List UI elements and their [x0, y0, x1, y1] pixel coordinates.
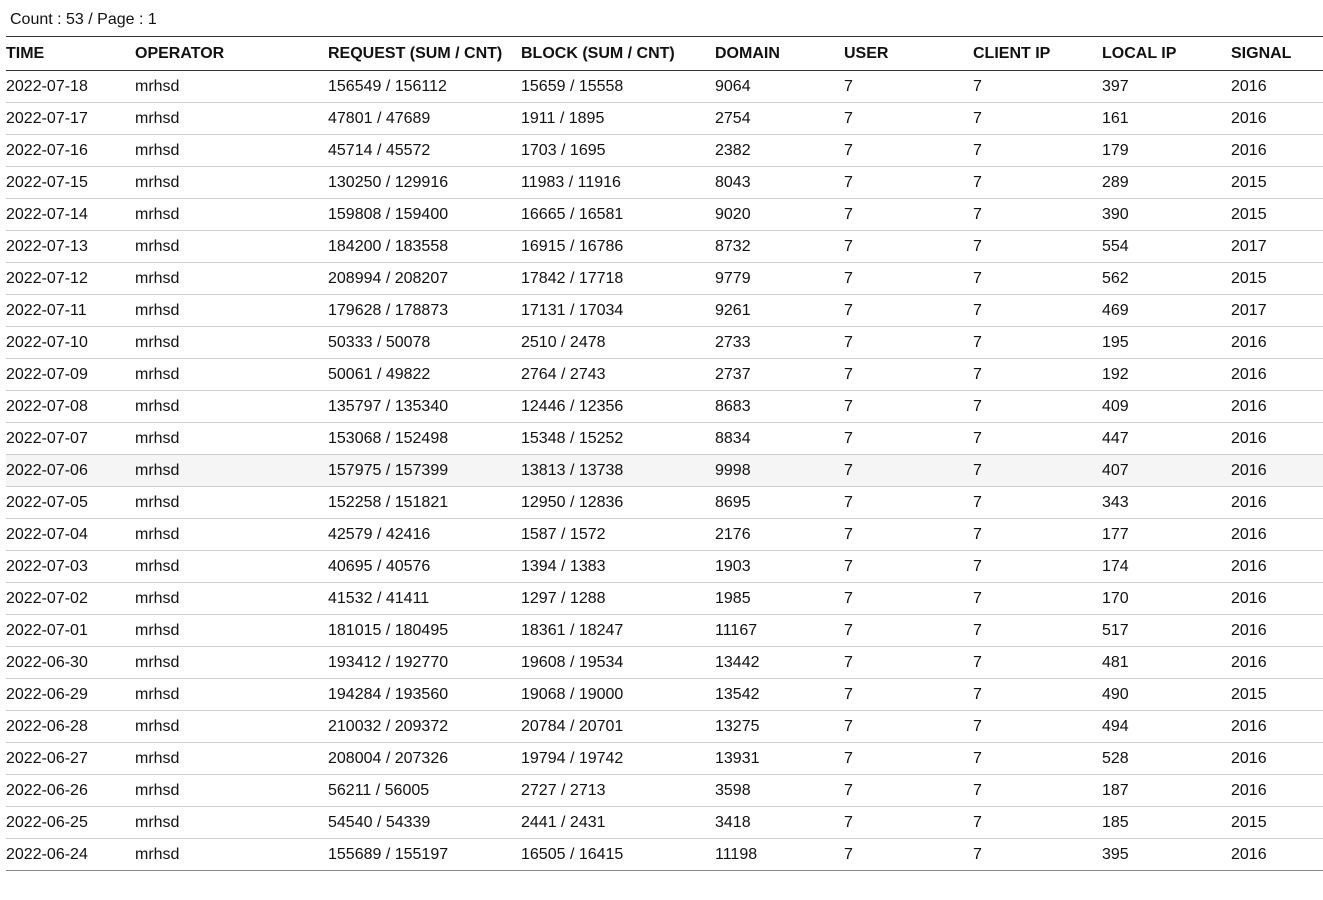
cell-time: 2022-07-04	[6, 519, 135, 551]
cell-local-ip: 161	[1102, 103, 1231, 135]
table-row[interactable]	[6, 391, 1323, 423]
cell-domain: 2176	[715, 519, 844, 551]
cell-time: 2022-06-26	[6, 775, 135, 807]
cell-operator: mrhsd	[135, 615, 328, 647]
cell-local-ip: 192	[1102, 359, 1231, 391]
cell-domain: 8043	[715, 167, 844, 199]
cell-block: 1911 / 1895	[521, 103, 715, 135]
cell-local-ip: 494	[1102, 711, 1231, 743]
cell-operator: mrhsd	[135, 263, 328, 295]
cell-request: 45714 / 45572	[328, 135, 521, 167]
cell-operator: mrhsd	[135, 583, 328, 615]
cell-user: 7	[844, 487, 973, 519]
cell-domain: 9261	[715, 295, 844, 327]
cell-request: 156549 / 156112	[328, 71, 521, 103]
cell-client-ip: 7	[973, 455, 1102, 487]
cell-request: 194284 / 193560	[328, 679, 521, 711]
cell-domain: 8834	[715, 423, 844, 455]
table-row[interactable]	[6, 231, 1323, 263]
cell-block: 18361 / 18247	[521, 615, 715, 647]
cell-domain: 1985	[715, 583, 844, 615]
cell-time: 2022-07-13	[6, 231, 135, 263]
cell-client-ip: 7	[973, 551, 1102, 583]
cell-operator: mrhsd	[135, 839, 328, 871]
table-row[interactable]	[6, 807, 1323, 839]
table-header	[6, 37, 1323, 71]
cell-local-ip: 390	[1102, 199, 1231, 231]
cell-signal: 2017	[1231, 231, 1323, 263]
cell-user: 7	[844, 295, 973, 327]
cell-operator: mrhsd	[135, 711, 328, 743]
cell-block: 16665 / 16581	[521, 199, 715, 231]
table-row[interactable]	[6, 199, 1323, 231]
table-row[interactable]	[6, 71, 1323, 103]
cell-signal: 2016	[1231, 583, 1323, 615]
cell-domain: 9779	[715, 263, 844, 295]
cell-time: 2022-06-25	[6, 807, 135, 839]
cell-request: 56211 / 56005	[328, 775, 521, 807]
cell-client-ip: 7	[973, 263, 1102, 295]
cell-block: 2510 / 2478	[521, 327, 715, 359]
cell-request: 135797 / 135340	[328, 391, 521, 423]
table-row[interactable]	[6, 327, 1323, 359]
cell-signal: 2016	[1231, 71, 1323, 103]
cell-client-ip: 7	[973, 583, 1102, 615]
cell-time: 2022-07-10	[6, 327, 135, 359]
cell-request: 157975 / 157399	[328, 455, 521, 487]
cell-time: 2022-07-05	[6, 487, 135, 519]
cell-operator: mrhsd	[135, 71, 328, 103]
column-header-block[interactable]: BLOCK (SUM / CNT)	[521, 37, 715, 71]
cell-signal: 2015	[1231, 167, 1323, 199]
cell-local-ip: 528	[1102, 743, 1231, 775]
table-row[interactable]	[6, 103, 1323, 135]
cell-user: 7	[844, 455, 973, 487]
cell-operator: mrhsd	[135, 359, 328, 391]
cell-user: 7	[844, 551, 973, 583]
cell-signal: 2016	[1231, 647, 1323, 679]
table-row[interactable]	[6, 263, 1323, 295]
cell-operator: mrhsd	[135, 679, 328, 711]
cell-operator: mrhsd	[135, 455, 328, 487]
cell-request: 179628 / 178873	[328, 295, 521, 327]
cell-block: 13813 / 13738	[521, 455, 715, 487]
cell-time: 2022-06-27	[6, 743, 135, 775]
cell-user: 7	[844, 167, 973, 199]
cell-user: 7	[844, 743, 973, 775]
cell-domain: 9020	[715, 199, 844, 231]
cell-request: 41532 / 41411	[328, 583, 521, 615]
cell-client-ip: 7	[973, 743, 1102, 775]
cell-client-ip: 7	[973, 71, 1102, 103]
cell-domain: 8732	[715, 231, 844, 263]
cell-block: 11983 / 11916	[521, 167, 715, 199]
cell-time: 2022-07-11	[6, 295, 135, 327]
cell-user: 7	[844, 615, 973, 647]
cell-block: 12446 / 12356	[521, 391, 715, 423]
cell-local-ip: 407	[1102, 455, 1231, 487]
cell-block: 19608 / 19534	[521, 647, 715, 679]
cell-client-ip: 7	[973, 519, 1102, 551]
cell-time: 2022-07-01	[6, 615, 135, 647]
cell-time: 2022-07-08	[6, 391, 135, 423]
cell-local-ip: 185	[1102, 807, 1231, 839]
cell-domain: 13442	[715, 647, 844, 679]
cell-time: 2022-07-07	[6, 423, 135, 455]
cell-domain: 8683	[715, 391, 844, 423]
cell-operator: mrhsd	[135, 199, 328, 231]
cell-client-ip: 7	[973, 807, 1102, 839]
cell-signal: 2015	[1231, 263, 1323, 295]
table-row[interactable]	[6, 551, 1323, 583]
cell-user: 7	[844, 359, 973, 391]
cell-local-ip: 554	[1102, 231, 1231, 263]
table-row[interactable]	[6, 295, 1323, 327]
cell-request: 184200 / 183558	[328, 231, 521, 263]
cell-block: 1297 / 1288	[521, 583, 715, 615]
table-row[interactable]	[6, 679, 1323, 711]
cell-domain: 8695	[715, 487, 844, 519]
cell-user: 7	[844, 71, 973, 103]
cell-operator: mrhsd	[135, 519, 328, 551]
cell-request: 193412 / 192770	[328, 647, 521, 679]
cell-client-ip: 7	[973, 327, 1102, 359]
cell-domain: 1903	[715, 551, 844, 583]
cell-signal: 2016	[1231, 839, 1323, 871]
column-header-user[interactable]: USER	[844, 37, 973, 71]
cell-user: 7	[844, 839, 973, 871]
cell-block: 16915 / 16786	[521, 231, 715, 263]
cell-operator: mrhsd	[135, 647, 328, 679]
cell-domain: 11198	[715, 839, 844, 871]
cell-request: 130250 / 129916	[328, 167, 521, 199]
cell-operator: mrhsd	[135, 423, 328, 455]
column-header-request[interactable]: REQUEST (SUM / CNT)	[328, 37, 521, 71]
cell-signal: 2016	[1231, 455, 1323, 487]
cell-domain: 9064	[715, 71, 844, 103]
table-row[interactable]	[6, 135, 1323, 167]
table-row[interactable]	[6, 583, 1323, 615]
cell-block: 2764 / 2743	[521, 359, 715, 391]
cell-user: 7	[844, 103, 973, 135]
cell-local-ip: 195	[1102, 327, 1231, 359]
cell-signal: 2016	[1231, 103, 1323, 135]
cell-time: 2022-07-14	[6, 199, 135, 231]
cell-local-ip: 397	[1102, 71, 1231, 103]
cell-domain: 2733	[715, 327, 844, 359]
cell-block: 17842 / 17718	[521, 263, 715, 295]
cell-user: 7	[844, 775, 973, 807]
table-row[interactable]	[6, 519, 1323, 551]
header-row	[6, 37, 1323, 71]
table-row[interactable]	[6, 423, 1323, 455]
table-body	[6, 71, 1323, 871]
cell-time: 2022-06-29	[6, 679, 135, 711]
cell-client-ip: 7	[973, 679, 1102, 711]
cell-operator: mrhsd	[135, 487, 328, 519]
cell-signal: 2015	[1231, 199, 1323, 231]
cell-request: 210032 / 209372	[328, 711, 521, 743]
cell-operator: mrhsd	[135, 327, 328, 359]
cell-signal: 2016	[1231, 423, 1323, 455]
cell-local-ip: 170	[1102, 583, 1231, 615]
cell-user: 7	[844, 711, 973, 743]
cell-request: 208004 / 207326	[328, 743, 521, 775]
cell-block: 1587 / 1572	[521, 519, 715, 551]
cell-time: 2022-07-16	[6, 135, 135, 167]
table-row[interactable]	[6, 455, 1323, 487]
table-row[interactable]	[6, 487, 1323, 519]
cell-operator: mrhsd	[135, 103, 328, 135]
cell-signal: 2016	[1231, 519, 1323, 551]
column-header-client-ip[interactable]: CLIENT IP	[973, 37, 1102, 71]
cell-block: 19068 / 19000	[521, 679, 715, 711]
table-row[interactable]	[6, 775, 1323, 807]
cell-signal: 2016	[1231, 487, 1323, 519]
cell-signal: 2016	[1231, 775, 1323, 807]
cell-local-ip: 177	[1102, 519, 1231, 551]
cell-request: 54540 / 54339	[328, 807, 521, 839]
cell-local-ip: 481	[1102, 647, 1231, 679]
cell-user: 7	[844, 327, 973, 359]
cell-time: 2022-06-24	[6, 839, 135, 871]
cell-user: 7	[844, 391, 973, 423]
cell-request: 50333 / 50078	[328, 327, 521, 359]
cell-client-ip: 7	[973, 711, 1102, 743]
cell-local-ip: 174	[1102, 551, 1231, 583]
cell-request: 152258 / 151821	[328, 487, 521, 519]
cell-signal: 2016	[1231, 135, 1323, 167]
cell-local-ip: 343	[1102, 487, 1231, 519]
cell-signal: 2016	[1231, 743, 1323, 775]
cell-domain: 2382	[715, 135, 844, 167]
cell-domain: 13931	[715, 743, 844, 775]
cell-block: 17131 / 17034	[521, 295, 715, 327]
table-row[interactable]	[6, 359, 1323, 391]
cell-domain: 2737	[715, 359, 844, 391]
cell-request: 40695 / 40576	[328, 551, 521, 583]
cell-local-ip: 179	[1102, 135, 1231, 167]
column-header-signal[interactable]: SIGNAL	[1231, 37, 1323, 71]
cell-user: 7	[844, 263, 973, 295]
cell-operator: mrhsd	[135, 551, 328, 583]
cell-user: 7	[844, 231, 973, 263]
cell-operator: mrhsd	[135, 231, 328, 263]
cell-local-ip: 469	[1102, 295, 1231, 327]
cell-request: 159808 / 159400	[328, 199, 521, 231]
cell-block: 2727 / 2713	[521, 775, 715, 807]
column-header-local-ip[interactable]: LOCAL IP	[1102, 37, 1231, 71]
cell-signal: 2017	[1231, 295, 1323, 327]
cell-local-ip: 395	[1102, 839, 1231, 871]
cell-user: 7	[844, 807, 973, 839]
cell-operator: mrhsd	[135, 775, 328, 807]
cell-time: 2022-07-12	[6, 263, 135, 295]
cell-client-ip: 7	[973, 135, 1102, 167]
cell-domain: 2754	[715, 103, 844, 135]
column-header-domain[interactable]: DOMAIN	[715, 37, 844, 71]
cell-signal: 2016	[1231, 359, 1323, 391]
cell-block: 19794 / 19742	[521, 743, 715, 775]
cell-client-ip: 7	[973, 231, 1102, 263]
cell-client-ip: 7	[973, 615, 1102, 647]
cell-operator: mrhsd	[135, 391, 328, 423]
cell-client-ip: 7	[973, 839, 1102, 871]
cell-domain: 3598	[715, 775, 844, 807]
cell-time: 2022-07-15	[6, 167, 135, 199]
cell-block: 20784 / 20701	[521, 711, 715, 743]
cell-time: 2022-07-09	[6, 359, 135, 391]
cell-client-ip: 7	[973, 103, 1102, 135]
cell-time: 2022-07-18	[6, 71, 135, 103]
record-count-summary: Count : 53 / Page : 1	[10, 11, 157, 28]
cell-request: 42579 / 42416	[328, 519, 521, 551]
cell-signal: 2016	[1231, 711, 1323, 743]
cell-client-ip: 7	[973, 359, 1102, 391]
table-row[interactable]	[6, 743, 1323, 775]
cell-client-ip: 7	[973, 423, 1102, 455]
cell-user: 7	[844, 647, 973, 679]
cell-block: 15348 / 15252	[521, 423, 715, 455]
cell-operator: mrhsd	[135, 167, 328, 199]
cell-client-ip: 7	[973, 775, 1102, 807]
cell-time: 2022-07-02	[6, 583, 135, 615]
cell-domain: 13542	[715, 679, 844, 711]
cell-time: 2022-06-30	[6, 647, 135, 679]
cell-user: 7	[844, 135, 973, 167]
cell-block: 1394 / 1383	[521, 551, 715, 583]
cell-signal: 2015	[1231, 807, 1323, 839]
table-row[interactable]	[6, 167, 1323, 199]
cell-domain: 3418	[715, 807, 844, 839]
cell-signal: 2016	[1231, 391, 1323, 423]
cell-client-ip: 7	[973, 295, 1102, 327]
cell-block: 2441 / 2431	[521, 807, 715, 839]
cell-local-ip: 187	[1102, 775, 1231, 807]
cell-request: 155689 / 155197	[328, 839, 521, 871]
cell-time: 2022-07-17	[6, 103, 135, 135]
cell-domain: 11167	[715, 615, 844, 647]
cell-local-ip: 562	[1102, 263, 1231, 295]
cell-domain: 9998	[715, 455, 844, 487]
cell-request: 208994 / 208207	[328, 263, 521, 295]
table-row[interactable]	[6, 615, 1323, 647]
cell-time: 2022-07-03	[6, 551, 135, 583]
cell-domain: 13275	[715, 711, 844, 743]
cell-local-ip: 447	[1102, 423, 1231, 455]
cell-time: 2022-07-06	[6, 455, 135, 487]
cell-user: 7	[844, 583, 973, 615]
cell-request: 153068 / 152498	[328, 423, 521, 455]
cell-user: 7	[844, 423, 973, 455]
cell-client-ip: 7	[973, 487, 1102, 519]
table-row[interactable]	[6, 839, 1323, 871]
cell-time: 2022-06-28	[6, 711, 135, 743]
cell-client-ip: 7	[973, 167, 1102, 199]
cell-user: 7	[844, 199, 973, 231]
cell-local-ip: 490	[1102, 679, 1231, 711]
report-table	[6, 36, 1323, 871]
cell-block: 16505 / 16415	[521, 839, 715, 871]
cell-operator: mrhsd	[135, 807, 328, 839]
table-row[interactable]	[6, 647, 1323, 679]
cell-request: 181015 / 180495	[328, 615, 521, 647]
column-header-time[interactable]: TIME	[6, 37, 135, 71]
cell-local-ip: 289	[1102, 167, 1231, 199]
cell-signal: 2016	[1231, 551, 1323, 583]
cell-block: 1703 / 1695	[521, 135, 715, 167]
cell-user: 7	[844, 519, 973, 551]
cell-block: 15659 / 15558	[521, 71, 715, 103]
cell-operator: mrhsd	[135, 743, 328, 775]
cell-block: 12950 / 12836	[521, 487, 715, 519]
cell-operator: mrhsd	[135, 135, 328, 167]
cell-client-ip: 7	[973, 199, 1102, 231]
cell-user: 7	[844, 679, 973, 711]
cell-local-ip: 409	[1102, 391, 1231, 423]
cell-signal: 2016	[1231, 327, 1323, 359]
table-row[interactable]	[6, 711, 1323, 743]
cell-operator: mrhsd	[135, 295, 328, 327]
cell-signal: 2015	[1231, 679, 1323, 711]
cell-signal: 2016	[1231, 615, 1323, 647]
column-header-operator[interactable]: OPERATOR	[135, 37, 328, 71]
cell-request: 50061 / 49822	[328, 359, 521, 391]
cell-client-ip: 7	[973, 647, 1102, 679]
cell-local-ip: 517	[1102, 615, 1231, 647]
cell-client-ip: 7	[973, 391, 1102, 423]
cell-request: 47801 / 47689	[328, 103, 521, 135]
